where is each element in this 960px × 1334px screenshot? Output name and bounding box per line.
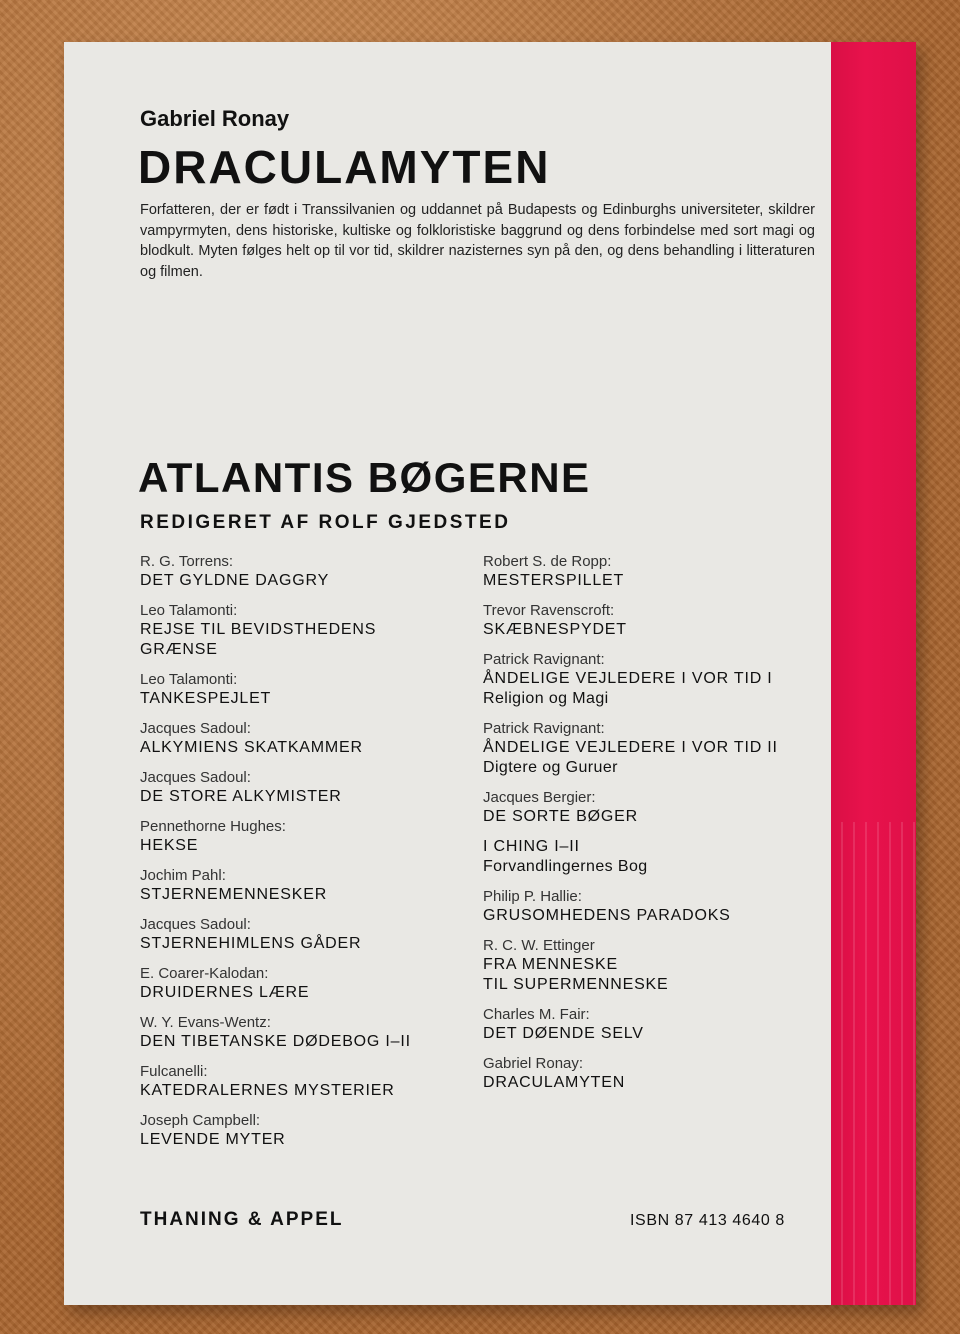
series-book-entry — [140, 866, 470, 905]
series-book-title: HEKSE — [140, 837, 199, 854]
series-book-title: STJERNEHIMLENS GÅDER — [140, 935, 362, 952]
series-book-author: Philip P. Hallie: — [483, 888, 582, 905]
series-book-title: DRUIDERNES LÆRE — [140, 984, 310, 1001]
series-book-title: I CHING I–II — [483, 838, 580, 855]
series-book-author: Jochim Pahl: — [140, 867, 226, 884]
series-book-title: REJSE TIL BEVIDSTHEDENS GRÆNSE — [140, 621, 377, 658]
series-book-author: Robert S. de Ropp: — [483, 553, 612, 570]
series-list-right — [483, 552, 813, 1103]
series-book-entry — [483, 601, 813, 640]
series-book-author: Gabriel Ronay: — [483, 1055, 584, 1072]
series-book-entry — [483, 837, 813, 877]
series-book-title: MESTERSPILLET — [483, 572, 625, 589]
series-book-entry — [140, 552, 470, 591]
series-book-entry — [483, 936, 813, 995]
series-book-entry — [140, 817, 470, 856]
series-book-entry — [140, 1013, 470, 1052]
series-book-title: ÅNDELIGE VEJLEDERE I VOR TID II — [483, 739, 778, 756]
series-book-author: Trevor Ravenscroft: — [483, 602, 615, 619]
series-book-entry — [140, 1062, 470, 1101]
series-book-entry — [483, 552, 813, 591]
series-book-entry — [140, 964, 470, 1003]
series-book-title: DET GYLDNE DAGGRY — [140, 572, 330, 589]
series-book-author: Fulcanelli: — [140, 1063, 208, 1080]
series-book-author: Patrick Ravignant: — [483, 720, 605, 737]
series-book-title: LEVENDE MYTER — [140, 1131, 286, 1148]
series-book-entry — [140, 719, 470, 758]
series-book-author: Charles M. Fair: — [483, 1006, 590, 1023]
book-author: Gabriel Ronay — [140, 106, 290, 131]
series-book-title: TANKESPEJLET — [140, 690, 272, 707]
series-book-subtitle: Digtere og Guruer — [483, 759, 618, 776]
series-book-title: ÅNDELIGE VEJLEDERE I VOR TID I — [483, 670, 773, 687]
series-book-author: Patrick Ravignant: — [483, 651, 605, 668]
series-book-author: R. G. Torrens: — [140, 553, 234, 570]
series-book-title: GRUSOMHEDENS PARADOKS — [483, 907, 731, 924]
series-book-author: Joseph Campbell: — [140, 1112, 261, 1129]
isbn: ISBN 87 413 4640 8 — [630, 1212, 785, 1229]
spine-wear — [831, 822, 916, 1305]
book-back-cover — [64, 42, 916, 1305]
series-book-subtitle: Forvandlingernes Bog — [483, 858, 648, 875]
series-book-entry — [140, 601, 470, 660]
series-book-entry — [483, 887, 813, 926]
book-title: DRACULAMYTEN — [138, 141, 551, 193]
series-book-entry — [483, 719, 813, 778]
series-book-title: DE STORE ALKYMISTER — [140, 788, 342, 805]
series-book-title: ALKYMIENS SKATKAMMER — [140, 739, 363, 756]
series-book-entry — [483, 1005, 813, 1044]
book-blurb: Forfatteren, der er født i Transsilvanien og uddannet på Budapests og Edinburghs universiteter, skildrer vampyrmyten, dens historiske, kultiske og folkloristiske baggrund og dens forbindelse med sort magi og blodkult. Myten følges helt op til vor tid, skildrer nazisternes syn på den, og dens behandling i litteraturen og filmen. — [140, 202, 815, 280]
series-book-title: KATEDRALERNES MYSTERIER — [140, 1082, 395, 1099]
series-book-entry — [483, 650, 813, 709]
series-book-entry — [140, 1111, 470, 1150]
series-book-author: R. C. W. Ettinger — [483, 937, 595, 954]
series-book-subtitle: Religion og Magi — [483, 690, 609, 707]
series-book-title: DE SORTE BØGER — [483, 808, 638, 825]
series-book-entry — [140, 768, 470, 807]
series-book-entry — [140, 915, 470, 954]
series-book-author: Leo Talamonti: — [140, 602, 238, 619]
series-book-author: Jacques Sadoul: — [140, 769, 251, 786]
series-book-author: Jacques Sadoul: — [140, 720, 251, 737]
series-book-author: Jacques Sadoul: — [140, 916, 251, 933]
series-book-entry — [140, 670, 470, 709]
series-book-title: FRA MENNESKE TIL SUPERMENNESKE — [483, 956, 669, 993]
series-book-title: DET DØENDE SELV — [483, 1025, 644, 1042]
series-book-author: Leo Talamonti: — [140, 671, 238, 688]
series-book-title: DRACULAMYTEN — [483, 1074, 626, 1091]
series-subtitle: REDIGERET AF ROLF GJEDSTED — [140, 512, 511, 533]
series-list-left — [140, 552, 470, 1160]
publisher: THANING & APPEL — [140, 1209, 344, 1230]
series-book-entry — [483, 1054, 813, 1093]
series-book-author: Pennethorne Hughes: — [140, 818, 286, 835]
series-book-title: STJERNEMENNESKER — [140, 886, 328, 903]
series-book-entry — [483, 788, 813, 827]
series-book-author: E. Coarer-Kalodan: — [140, 965, 269, 982]
series-title: ATLANTIS BØGERNE — [138, 454, 591, 501]
series-book-author: W. Y. Evans-Wentz: — [140, 1014, 271, 1031]
series-book-title: SKÆBNESPYDET — [483, 621, 627, 638]
series-book-title: DEN TIBETANSKE DØDEBOG I–II — [140, 1033, 411, 1050]
series-book-author: Jacques Bergier: — [483, 789, 596, 806]
